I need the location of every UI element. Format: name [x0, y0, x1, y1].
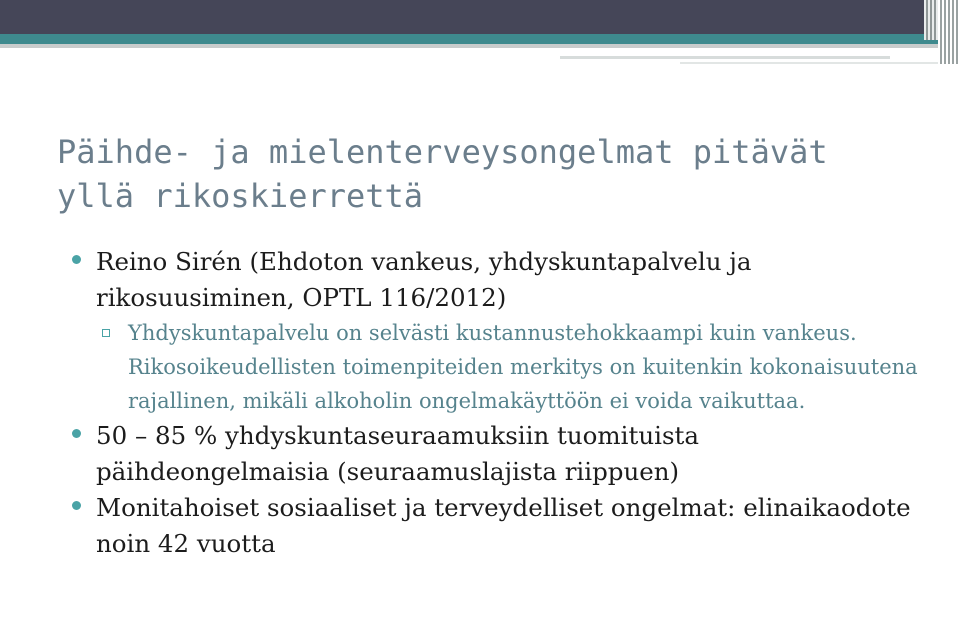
bullet-text: Reino Sirén (Ehdoton vankeus, yhdyskuntapalvelu ja rikosuusiminen, OPTL 116/2012) — [96, 247, 752, 312]
bullet-dot-icon — [72, 429, 81, 438]
bullet-item — [72, 490, 932, 562]
bullet-text: Monitahoiset sosiaaliset ja terveydelliset ongelmat: elinaikaodote noin 42 vuotta — [96, 493, 911, 558]
sub-bullet-item — [72, 316, 932, 418]
sub-bullet-text: Yhdyskuntapalvelu on selvästi kustannustehokkaampi kuin vankeus. Rikosoikeudellisten toimenpiteiden merkitys on kuitenkin kokonaisuutena rajallinen, mikäli alkoholin ongelmakäyttöön ei voida vaikuttaa. — [128, 321, 918, 413]
slide-content — [72, 244, 932, 562]
header-accent-line-2 — [680, 62, 960, 64]
header-band-dark — [0, 0, 960, 34]
bullet-item — [72, 418, 932, 490]
bullet-dot-icon — [72, 501, 81, 510]
slide-title: Päihde- ja mielenterveysongelmat pitävät yllä rikoskierrettä — [57, 133, 828, 215]
header-band-teal — [0, 34, 960, 44]
bullet-item — [72, 244, 932, 316]
bullet-text: 50 – 85 % yhdyskuntaseuraamuksiin tuomituista päihdeongelmaisia (seuraamuslajista riippuen) — [96, 421, 699, 486]
bullet-dot-icon — [72, 255, 81, 264]
header-band-grey — [0, 44, 960, 48]
sub-bullet-square-icon — [102, 329, 110, 337]
header-accent-line — [560, 56, 890, 59]
header-stripes — [938, 0, 960, 64]
header-stripes-short — [924, 0, 938, 40]
